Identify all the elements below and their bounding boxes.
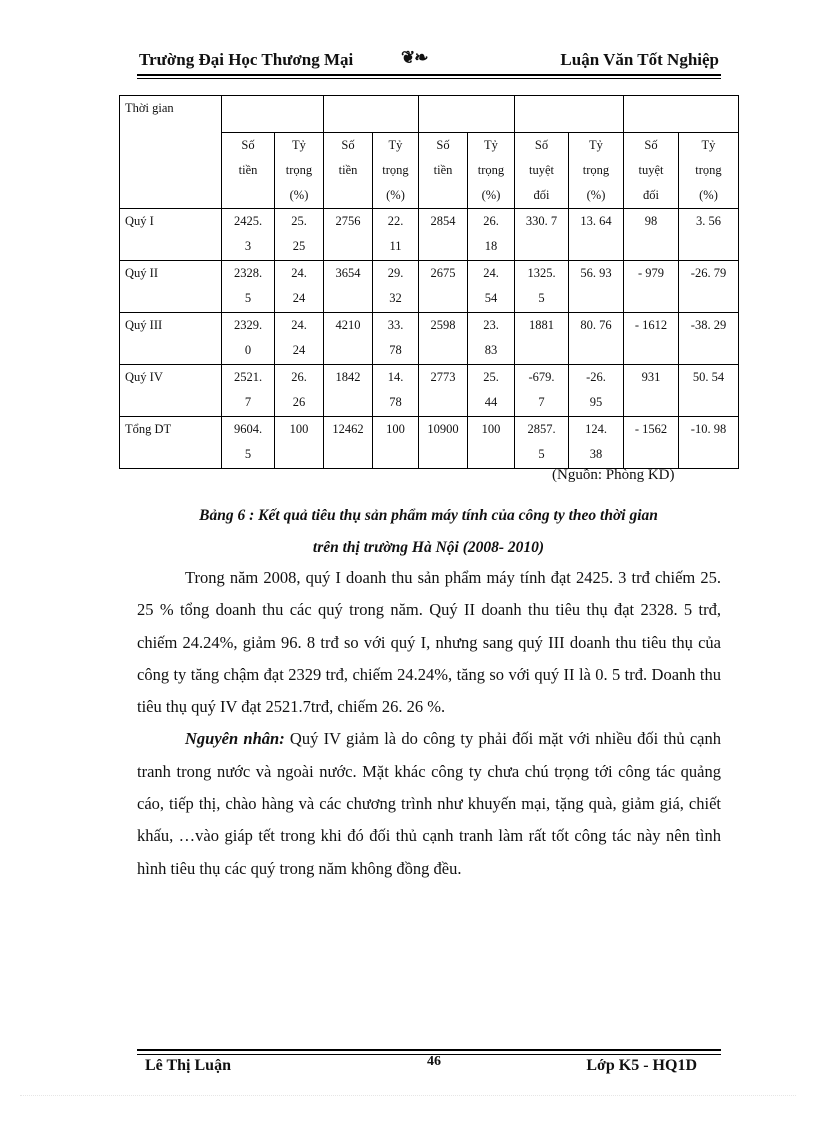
body-text (137, 562, 721, 885)
subheader-line: Tỷ (388, 138, 403, 152)
cell-line: 330. 7 (525, 214, 558, 228)
page-number: 46 (427, 1054, 441, 1069)
table-cell (515, 261, 569, 313)
table-cell (419, 313, 468, 365)
subheader-line: Tỷ (484, 138, 498, 152)
group-header-cell (624, 96, 739, 133)
cell-line: 54 (484, 291, 498, 305)
cell-line: 98 (644, 214, 658, 228)
subheader-line: Tỷ (292, 138, 306, 152)
subheader-line: (%) (289, 188, 309, 202)
subheader-line: đối (643, 188, 659, 202)
cell-line: 12462 (332, 422, 364, 436)
cell-line: 50. 54 (692, 370, 725, 384)
table-cell (569, 417, 624, 469)
cell-line: 24. (483, 266, 499, 280)
cell-line: 2521. (233, 370, 263, 384)
table-cell (679, 209, 739, 261)
cell-line: 56. 93 (580, 266, 612, 280)
paragraph-1: Trong năm 2008, quý I doanh thu sản phẩm máy tính đạt 2425. 3 trđ chiếm 25. 25 % tổng doanh thu các quý trong năm. Quý II doanh thu tiêu thụ đạt 2328. 5 trđ, chiếm 24.24%, giảm 96. 8 trđ so với quý I, nhưng sang quý III doanh thu tiêu thụ của công ty tăng chậm đạt 2329 trđ, chiếm 24.24%, tăng so với quý II là 0. 5 trđ. Doanh thu tiêu thụ quý IV đạt 2521.7trđ, chiếm 26. 26 %. (137, 568, 721, 717)
table-cell (679, 261, 739, 313)
row-label-cell: Quý I (120, 209, 222, 261)
table-cell (324, 209, 373, 261)
group-header-cell (222, 96, 324, 133)
ornament-icon: ❦❧ (401, 48, 428, 67)
table-cell (222, 313, 275, 365)
cell-line: - 1612 (634, 318, 668, 332)
table-header-row (120, 96, 739, 133)
cell-line: 24. (291, 318, 307, 332)
cell-line: 78 (389, 343, 402, 357)
table-cell (624, 209, 679, 261)
table-cell (373, 209, 419, 261)
table-cell (624, 365, 679, 417)
subheader-line: Số (534, 138, 549, 152)
table-cell (468, 417, 515, 469)
subheader-line: tiền (338, 163, 358, 177)
cell-line: -679. (528, 370, 555, 384)
row-label-cell: Tổng DT (120, 417, 222, 469)
cell-line: 5 (538, 291, 545, 305)
table-row (120, 261, 739, 313)
cell-line: - 1562 (634, 422, 668, 436)
cell-line: 2773 (430, 370, 456, 384)
cell-line: 78 (389, 395, 402, 409)
thesis-title: Luận Văn Tốt Nghiệp (560, 50, 719, 69)
cell-line: 5 (538, 447, 545, 461)
subheader-cell (275, 133, 324, 209)
subheader-cell (679, 133, 739, 209)
subheader-cell (468, 133, 515, 209)
table-cell (419, 261, 468, 313)
cell-line: 2328. (233, 266, 263, 280)
cell-line: 2329. (233, 318, 263, 332)
paragraph-2 (137, 723, 721, 884)
table-cell (222, 261, 275, 313)
cell-line: 1325. (527, 266, 556, 280)
table-cell (275, 417, 324, 469)
table-row (120, 209, 739, 261)
table-row (120, 313, 739, 365)
table-cell (468, 209, 515, 261)
table-cell (222, 209, 275, 261)
cell-line: 11 (389, 239, 402, 253)
school-name: Trường Đại Học Thương Mại (139, 50, 354, 69)
subheader-line: (%) (386, 188, 405, 202)
cell-line: 44 (484, 395, 498, 409)
table-cell (569, 365, 624, 417)
caption-line-1: Bảng 6 : Kết quả tiêu thụ sản phẩm máy tính của công ty theo thời gian (199, 507, 658, 524)
subheader-line: đối (533, 188, 550, 202)
paragraph-2-lead: Nguyên nhân: (185, 729, 285, 749)
subheader-line: Số (341, 138, 355, 152)
cell-line: 24 (292, 291, 306, 305)
cell-line: 10900 (427, 422, 459, 436)
group-header-cell (515, 96, 624, 133)
subheader-line: trọng (582, 163, 610, 177)
cell-line: 4210 (335, 318, 361, 332)
table-cell (515, 365, 569, 417)
author-name: Lê Thị Luận (145, 1057, 231, 1074)
table-cell (624, 417, 679, 469)
subheader-line: trọng (477, 163, 505, 177)
subheader-line: Tỷ (701, 138, 716, 152)
cell-line: 5 (244, 447, 252, 461)
group-header-cell (419, 96, 515, 133)
cell-line: 83 (484, 343, 498, 357)
table-cell (275, 313, 324, 365)
cell-line: -26. 79 (690, 266, 727, 280)
page-header (137, 48, 721, 76)
subheader-cell (419, 133, 468, 209)
table-cell (275, 365, 324, 417)
table-cell (679, 313, 739, 365)
table-cell (419, 209, 468, 261)
cell-line: 7 (538, 395, 545, 409)
table-cell (569, 209, 624, 261)
table-cell (419, 365, 468, 417)
table-cell (373, 365, 419, 417)
time-header-cell: Thời gian (120, 96, 222, 209)
subheader-cell (222, 133, 275, 209)
subheader-line: tiền (433, 163, 453, 177)
subheader-line: trọng (695, 163, 722, 177)
table-cell (324, 313, 373, 365)
cell-line: 1842 (335, 370, 361, 384)
table-cell (324, 261, 373, 313)
table-row (120, 365, 739, 417)
cell-line: 9604. (233, 422, 263, 436)
table-source: (Nguồn: Phòng KD) (552, 467, 675, 483)
subheader-line: Số (644, 138, 658, 152)
table-cell (222, 417, 275, 469)
paragraph-2-text: Quý IV giảm là do công ty phải đối mặt với nhiều đối thủ cạnh tranh trong nước và ngoài nước. Mặt khác công ty chưa chú trọng tới công tác quảng cáo, tiếp thị, chào hàng và các chương trình như khuyến mại, tặng quà, giảm giá, chiết khấu, …vào giáp tết trong khi đó đối thủ cạnh tranh làm rất tốt công tác này nên tình hình tiêu thụ các quý trong năm không đồng đều. (137, 729, 721, 878)
cell-line: 13. 64 (580, 214, 612, 228)
subheader-line: Tỷ (589, 138, 603, 152)
cell-line: 2598 (430, 318, 456, 332)
cell-line: -26. (586, 370, 606, 384)
table-cell (569, 313, 624, 365)
caption-line-2: trên thị trường Hà Nội (2008- 2010) (312, 539, 545, 556)
cell-line: 26. (483, 214, 499, 228)
cell-line: 2854 (430, 214, 456, 228)
row-label-cell: Quý III (120, 313, 222, 365)
group-header-cell (324, 96, 419, 133)
subheader-line: (%) (481, 188, 501, 202)
cell-line: 2675 (430, 266, 456, 280)
cell-line: 24 (292, 343, 306, 357)
table-caption (119, 500, 738, 564)
cell-line: 124. (585, 422, 607, 436)
table-cell (515, 417, 569, 469)
cell-line: 32 (389, 291, 402, 305)
cell-line: 100 (289, 422, 309, 436)
subheader-line: tuyệt (529, 163, 554, 177)
subheader-cell (324, 133, 373, 209)
class-name: Lớp K5 - HQ1D (586, 1057, 697, 1074)
cell-line: 2756 (335, 214, 361, 228)
table-cell (373, 261, 419, 313)
cell-line: 5 (244, 291, 252, 305)
subheader-cell (515, 133, 569, 209)
cell-line: 29. (387, 266, 404, 280)
cell-line: 38 (589, 447, 603, 461)
table-cell (624, 313, 679, 365)
table-row (120, 417, 739, 469)
cell-line: 100 (481, 422, 501, 436)
sales-table (119, 95, 739, 469)
subheader-line: (%) (699, 188, 718, 202)
table-cell (468, 313, 515, 365)
row-label-cell: Quý II (120, 261, 222, 313)
table-cell (569, 261, 624, 313)
table-cell (324, 417, 373, 469)
subheader-line: Số (241, 138, 255, 152)
cell-line: 3. 56 (696, 214, 721, 228)
table-cell (275, 261, 324, 313)
table-cell (679, 417, 739, 469)
cell-line: 23. (483, 318, 499, 332)
cell-line: 0 (244, 343, 252, 357)
subheader-line: (%) (586, 188, 606, 202)
row-label-cell: Quý IV (120, 365, 222, 417)
cell-line: 18 (484, 239, 498, 253)
table-cell (468, 365, 515, 417)
cell-line: 95 (589, 395, 603, 409)
subheader-line: tiền (238, 163, 258, 177)
cell-line: 100 (386, 422, 405, 436)
cell-line: 25. (291, 214, 307, 228)
table-cell (373, 313, 419, 365)
table-cell (468, 261, 515, 313)
table-cell (624, 261, 679, 313)
cell-line: 2425. (233, 214, 263, 228)
cell-line: 33. (387, 318, 404, 332)
table-cell (275, 209, 324, 261)
cell-line: 931 (641, 370, 661, 384)
table-cell (222, 365, 275, 417)
subheader-cell (373, 133, 419, 209)
page-footer (137, 1049, 721, 1081)
cell-line: 80. 76 (580, 318, 612, 332)
cell-line: 3 (244, 239, 252, 253)
cell-line: -38. 29 (690, 318, 727, 332)
table-cell (679, 365, 739, 417)
cell-line: 7 (244, 395, 252, 409)
cell-line: 26 (292, 395, 306, 409)
cell-line: 26. (291, 370, 307, 384)
table-cell (515, 313, 569, 365)
subheader-line: Số (436, 138, 450, 152)
cell-line: 2857. (527, 422, 556, 436)
table-cell (324, 365, 373, 417)
cell-line: 1881 (529, 318, 554, 332)
subheader-line: trọng (285, 163, 313, 177)
subheader-line: tuyệt (638, 163, 664, 177)
table-cell (373, 417, 419, 469)
cell-line: - 979 (637, 266, 665, 280)
table-body (120, 96, 739, 469)
cell-line: -10. 98 (690, 422, 727, 436)
cell-line: 25 (292, 239, 306, 253)
cell-line: 3654 (335, 266, 361, 280)
cell-line: 25. (483, 370, 499, 384)
subheader-line: trọng (382, 163, 409, 177)
cell-line: 14. (387, 370, 404, 384)
cell-line: 24. (291, 266, 307, 280)
page-edge-divider (20, 1095, 796, 1096)
subheader-cell (624, 133, 679, 209)
table-cell (419, 417, 468, 469)
subheader-cell (569, 133, 624, 209)
cell-line: 22. (387, 214, 404, 228)
table-cell (515, 209, 569, 261)
